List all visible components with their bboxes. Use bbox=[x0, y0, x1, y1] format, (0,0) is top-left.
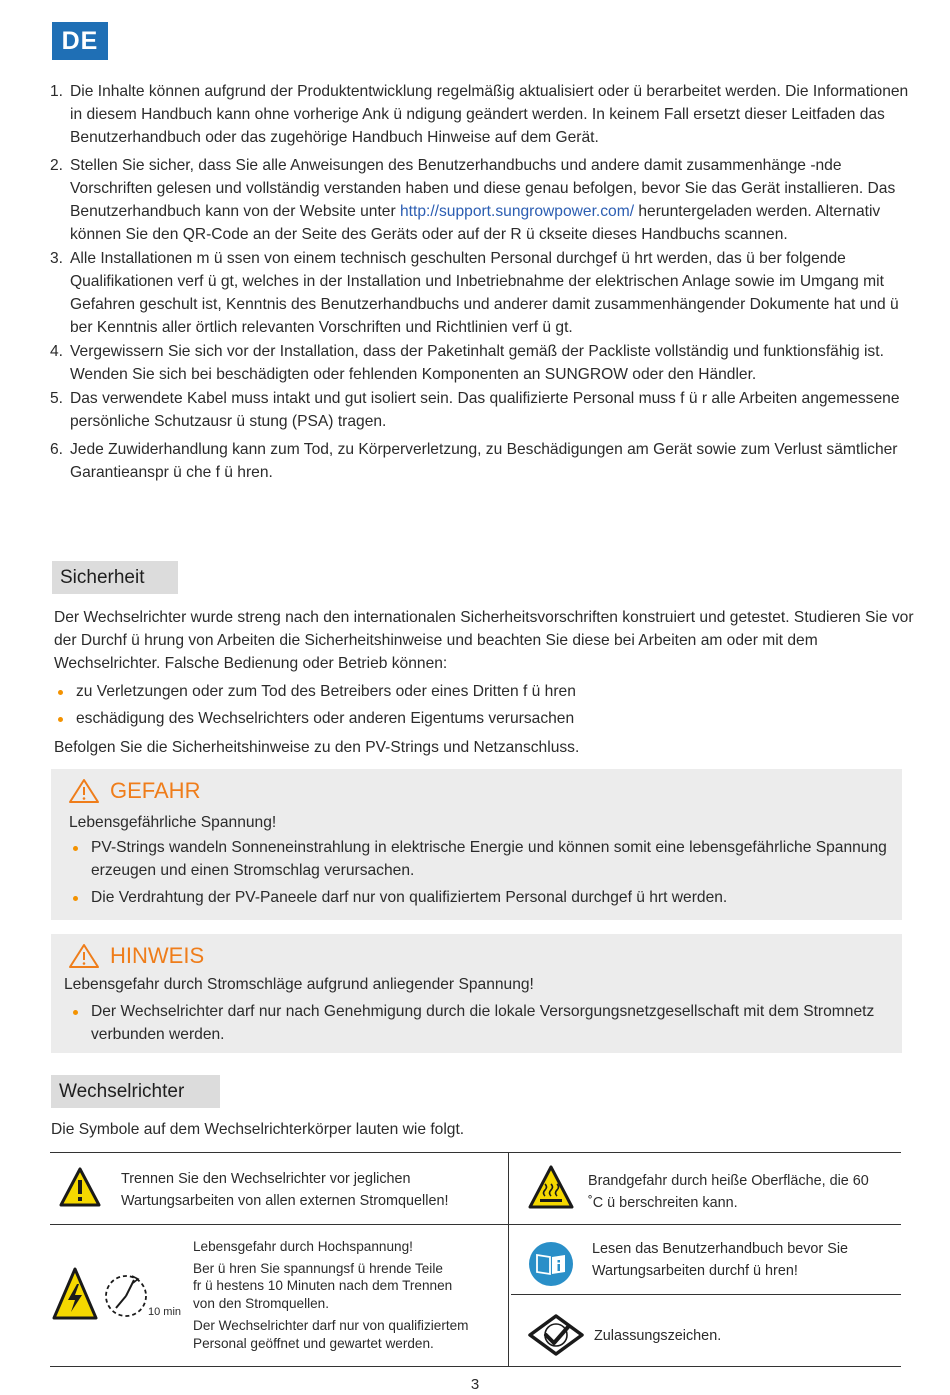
intro-item-5: 5. Das verwendete Kabel muss intakt und gut isoliert sein. Das qualifizierte Personal muss f ü r alle Arbeiten angemessene persönliche Schutzausr ü stung (PSA) tragen. bbox=[50, 390, 900, 430]
language-badge: DE bbox=[52, 22, 108, 60]
safety-follow-text: Befolgen Sie die Sicherheitshinweise zu den PV-Strings und Netzanschluss. bbox=[54, 739, 580, 756]
intro-item-6: 6. Jede Zuwiderhandlung kann zum Tod, zu Körperverletzung, zu Beschädigungen am Gerät sowie zum Verlust sämtlicher Garantieanspr ü che f ü hren. bbox=[50, 441, 898, 481]
notice-box bbox=[51, 934, 902, 1053]
danger-header bbox=[68, 778, 200, 804]
approval-symbol-text: Zulassungszeichen. bbox=[594, 1328, 722, 1344]
danger-box bbox=[51, 769, 902, 920]
warning-triangle-icon bbox=[68, 943, 100, 969]
section-title-safety: Sicherheit bbox=[52, 561, 178, 594]
hot-surface-symbol-text: Brandgefahr durch heiße Oberfläche, die 60 ˚C ü berschreiten kann. bbox=[588, 1173, 869, 1211]
safety-bullets bbox=[54, 680, 914, 734]
list-item: Der Wechselrichter darf nur nach Genehmigung durch die lokale Versorgungsnetzgesellschaft mit dem Stromnetz verbunden werden. bbox=[69, 1000, 899, 1046]
high-voltage-symbol-text: Lebensgefahr durch Hochspannung! Ber ü hren Sie spannungsf ü hrende Teile fr ü hestens 10 Minuten nach dem Trennen von den Stromquellen. Der Wechselrichter darf nur von qualifiziertem Personal geöffnet und gewartet werden. bbox=[193, 1239, 469, 1351]
list-item: PV-Strings wandeln Sonneneinstrahlung in elektrische Energie und können somit eine lebensgefährliche Spannung erzeugen und einen Stromschlag verursachen. bbox=[69, 836, 899, 882]
danger-bullets bbox=[69, 836, 899, 913]
timer-label: 10 min bbox=[148, 1306, 182, 1318]
danger-subtitle: Lebensgefährliche Spannung! bbox=[69, 814, 277, 831]
notice-header bbox=[68, 943, 204, 969]
warning-triangle-icon bbox=[68, 778, 100, 804]
list-item: Die Verdrahtung der PV-Paneele darf nur von qualifiziertem Personal durchgef ü hrt werden. bbox=[69, 886, 899, 909]
danger-title: GEFAHR bbox=[110, 778, 201, 803]
disconnect-symbol-text: Trennen Sie den Wechselrichter vor jeglichen Wartungsarbeiten von allen externen Stromquellen! bbox=[121, 1171, 449, 1209]
manual-symbol-text: Lesen das Benutzerhandbuch bevor Sie Wartungsarbeiten durchf ü hren! bbox=[592, 1241, 849, 1279]
notice-title: HINWEIS bbox=[110, 943, 205, 968]
intro-item-2: 2. Stellen Sie sicher, dass Sie alle Anweisungen des Benutzerhandbuchs und andere damit zusammenhänge -nde Vorschriften gelesen und vollständig verstanden haben und diese genau befolgen, bevor Sie das Gerät installieren. Das Benutzerhandbuch kann von der Website unter http://support.sungrowpower.com/ heruntergeladen werden. Alternativ können Sie den QR-Code an der Seite des Geräts oder auf der R ü ckseite dieses Handbuchs scannen. bbox=[50, 157, 896, 243]
intro-item-1: 1. Die Inhalte können aufgrund der Produktentwicklung regelmäßig aktualisiert oder ü berarbeitet werden. Die Informationen in diesem Handbuch kann ohne vorherige Ank ü ndigung geändert werden. In keinem Fall ersetzt dieser Leitfaden das Benutzerhandbuch oder das zugehörige Handbuch Hinweise auf dem Gerät. bbox=[50, 83, 909, 146]
table-rule bbox=[50, 1152, 901, 1153]
hot-surface-icon bbox=[527, 1164, 575, 1210]
table-divider bbox=[508, 1152, 509, 1367]
electric-warning-icon bbox=[58, 1166, 102, 1208]
page-number: 3 bbox=[470, 1376, 480, 1393]
notice-bullets bbox=[69, 1000, 899, 1046]
table-rule bbox=[511, 1294, 901, 1295]
intro-list bbox=[50, 80, 912, 485]
safety-text: Der Wechselrichter wurde streng nach den internationalen Sicherheitsvorschriften konstruiert und getestet. Studieren Sie vor der Durchf ü hrung von Arbeiten die Sicherheitshinweise und beachten Sie diese bei Arbeiten am oder mit dem Wechselrichter. Falsche Bedienung oder Betrieb können: bbox=[54, 609, 914, 672]
section-title-inverter: Wechselrichter bbox=[51, 1075, 220, 1108]
inverter-intro: Die Symbole auf dem Wechselrichterkörper lauten wie folgt. bbox=[51, 1121, 465, 1138]
symbol-table bbox=[50, 1152, 901, 1367]
list-item: zu Verletzungen oder zum Tod des Betreibers oder eines Dritten f ü hren bbox=[54, 680, 914, 703]
high-voltage-icon bbox=[51, 1266, 99, 1322]
approval-mark-icon bbox=[526, 1313, 586, 1357]
support-link[interactable]: http://support.sungrowpower.com/ bbox=[400, 203, 635, 220]
intro-item-3: 3. Alle Installationen m ü ssen von einem technisch geschulten Personal durchgef ü hrt werden, das ü ber folgende Qualifikationen verf ü gt, welches in der Installation und Inbetriebnahme der elektrischen Anlage sowie im Umgang mit Gefahren geschult ist, Kenntnis des Benutzerhandbuchs und anderer damit zusammenhängender Dokumente hat und ü ber Kenntnis aller örtlich relevanten Vorschriften und Richtlinien verf ü gt. bbox=[50, 250, 899, 336]
table-rule bbox=[50, 1224, 901, 1225]
intro-item-4: 4. Vergewissern Sie sich vor der Installation, dass der Paketinhalt gemäß der Packliste vollständig und funktionsfähig ist. Wenden Sie sich bei beschädigten oder fehlenden Komponenten an SUNGROW oder den Händler. bbox=[50, 343, 884, 383]
read-manual-icon bbox=[528, 1241, 574, 1287]
notice-subtitle: Lebensgefahr durch Stromschläge aufgrund anliegender Spannung! bbox=[64, 976, 534, 993]
list-item: eschädigung des Wechselrichters oder anderen Eigentums verursachen bbox=[54, 707, 914, 730]
table-rule bbox=[50, 1366, 901, 1367]
